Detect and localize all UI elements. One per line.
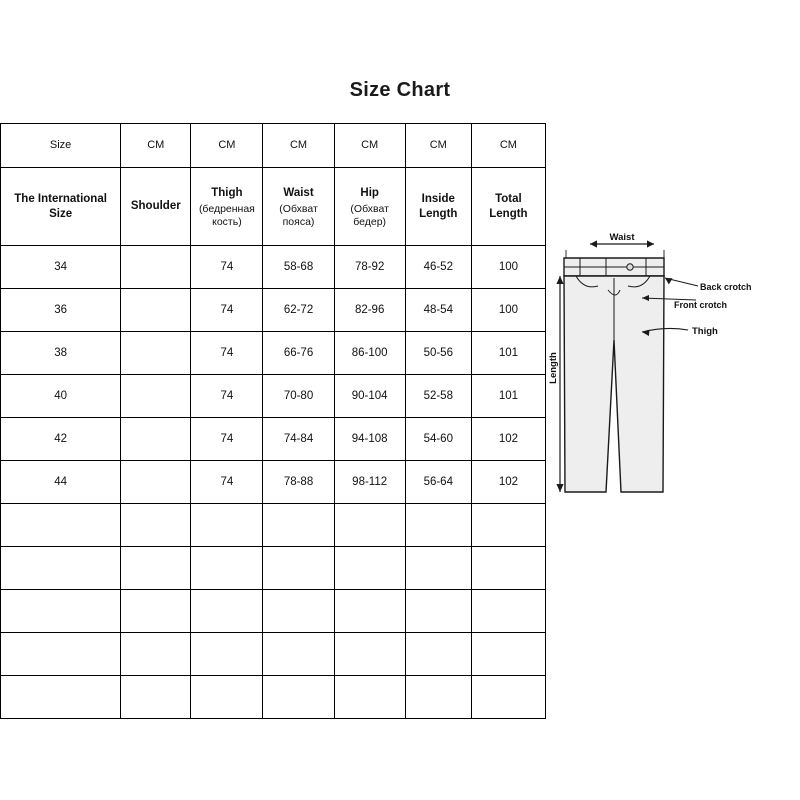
header-cell-total-length: Total Length [471, 168, 545, 246]
header-sub-hip: (Обхват бедер) [350, 202, 389, 228]
unit-cell-size: Size [1, 124, 121, 168]
cell-thigh: 74 [191, 289, 263, 332]
unit-cell-shoulder: CM [121, 124, 191, 168]
cell-total-length: 100 [471, 246, 545, 289]
table-header-row [1, 168, 546, 246]
cell-total-length: 100 [471, 289, 545, 332]
table-row-empty [1, 633, 546, 676]
cell-total-length: 101 [471, 332, 545, 375]
cell-shoulder [121, 418, 191, 461]
cell-size: 36 [1, 289, 121, 332]
header-cell-international-size: The International Size [1, 168, 121, 246]
table-row [1, 418, 546, 461]
cell-shoulder [121, 461, 191, 504]
cell-total-length: 102 [471, 461, 545, 504]
cell-size: 42 [1, 418, 121, 461]
table-row [1, 461, 546, 504]
label-back-crotch: Back crotch [700, 282, 752, 292]
header-sub-thigh: (бедренная кость) [198, 202, 255, 228]
table-row [1, 246, 546, 289]
cell-inside-length: 54-60 [405, 418, 471, 461]
header-cell-waist: Waist (Обхват пояса) [263, 168, 334, 246]
header-cell-thigh: Thigh (бедренная кость) [191, 168, 263, 246]
unit-cell-total-length: CM [471, 124, 545, 168]
unit-cell-waist: CM [263, 124, 334, 168]
header-cell-hip: Hip (Обхват бедер) [334, 168, 405, 246]
header-cell-shoulder: Shoulder [121, 168, 191, 246]
cell-thigh: 74 [191, 332, 263, 375]
table-unit-row [1, 124, 546, 168]
page-title: Size Chart [349, 79, 451, 101]
cell-inside-length: 56-64 [405, 461, 471, 504]
cell-thigh: 74 [191, 375, 263, 418]
size-chart-table [0, 123, 546, 719]
cell-inside-length: 52-58 [405, 375, 471, 418]
table-row [1, 289, 546, 332]
table-row-empty [1, 676, 546, 719]
cell-inside-length: 50-56 [405, 332, 471, 375]
table-row [1, 375, 546, 418]
unit-cell-inside-length: CM [405, 124, 471, 168]
cell-waist: 74-84 [263, 418, 334, 461]
table-row-empty [1, 504, 546, 547]
cell-size: 34 [1, 246, 121, 289]
cell-shoulder [121, 375, 191, 418]
cell-shoulder [121, 289, 191, 332]
label-length: Length [548, 352, 559, 384]
cell-total-length: 102 [471, 418, 545, 461]
cell-inside-length: 48-54 [405, 289, 471, 332]
cell-hip: 94-108 [334, 418, 405, 461]
label-waist: Waist [609, 232, 635, 243]
cell-hip: 86-100 [334, 332, 405, 375]
cell-size: 40 [1, 375, 121, 418]
cell-hip: 78-92 [334, 246, 405, 289]
table-row-empty [1, 590, 546, 633]
cell-hip: 98-112 [334, 461, 405, 504]
label-thigh: Thigh [692, 326, 718, 337]
cell-waist: 78-88 [263, 461, 334, 504]
cell-total-length: 101 [471, 375, 545, 418]
cell-size: 44 [1, 461, 121, 504]
cell-thigh: 74 [191, 246, 263, 289]
table-row-empty [1, 547, 546, 590]
cell-thigh: 74 [191, 418, 263, 461]
cell-waist: 66-76 [263, 332, 334, 375]
cell-shoulder [121, 332, 191, 375]
cell-inside-length: 46-52 [405, 246, 471, 289]
header-sub-waist: (Обхват пояса) [279, 202, 318, 228]
title-band [0, 58, 800, 123]
unit-cell-thigh: CM [191, 124, 263, 168]
header-cell-inside-length: Inside Length [405, 168, 471, 246]
table-row [1, 332, 546, 375]
pants-measurement-illustration [546, 220, 800, 510]
cell-waist: 70-80 [263, 375, 334, 418]
cell-size: 38 [1, 332, 121, 375]
unit-cell-hip: CM [334, 124, 405, 168]
cell-shoulder [121, 246, 191, 289]
cell-thigh: 74 [191, 461, 263, 504]
cell-hip: 90-104 [334, 375, 405, 418]
label-front-crotch: Front crotch [674, 300, 727, 310]
cell-waist: 58-68 [263, 246, 334, 289]
cell-waist: 62-72 [263, 289, 334, 332]
cell-hip: 82-96 [334, 289, 405, 332]
